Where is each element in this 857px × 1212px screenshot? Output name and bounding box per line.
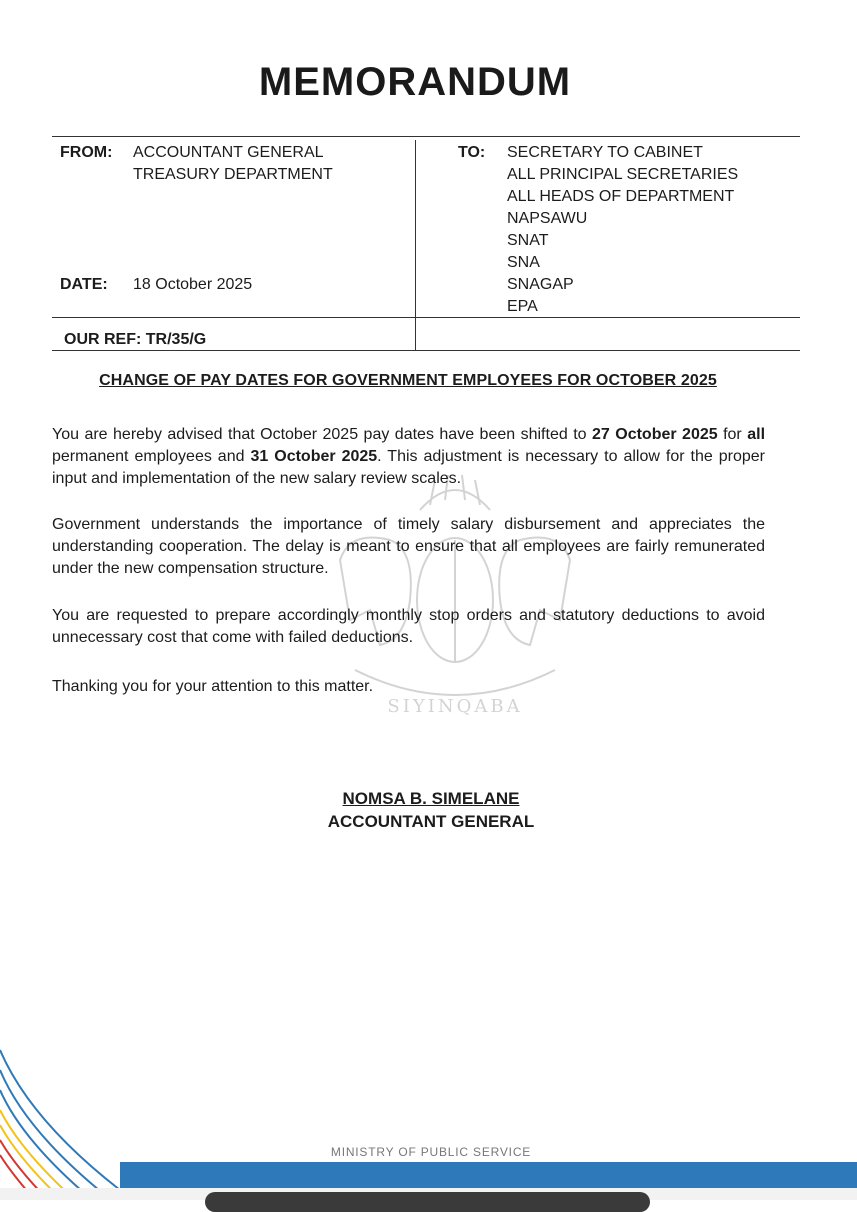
footer-band: [120, 1162, 857, 1188]
crest-motto: SIYINQABA: [387, 696, 523, 717]
p1-text-c: for: [717, 426, 748, 443]
to-recipient: ALL HEADS OF DEPARTMENT: [507, 188, 735, 205]
footer-ministry: MINISTRY OF PUBLIC SERVICE: [330, 1145, 532, 1159]
to-recipient: EPA: [507, 298, 538, 315]
subject-heading: CHANGE OF PAY DATES FOR GOVERNMENT EMPLOYEES FOR OCTOBER 2025: [99, 372, 717, 389]
ref-value: TR/35/G: [145, 331, 207, 348]
header-top-rule: [52, 136, 800, 137]
paragraph-deductions: You are requested to prepare accordingly monthly stop orders and statutory deductions to avoid unnecessary cost that come with failed deductions.: [52, 607, 765, 646]
date-label: DATE:: [60, 276, 108, 293]
header-divider: [415, 140, 416, 350]
p1-text-e: permanent employees and: [52, 448, 251, 465]
p1-text-g: . This adjustment is necessary to allow for the proper input and implementation of the new salary review scales.: [52, 448, 766, 487]
to-label: TO:: [458, 144, 486, 161]
paragraph-thanks: Thanking you for your attention to this matter.: [52, 678, 374, 695]
signatory-title: ACCOUNTANT GENERAL: [327, 812, 535, 831]
ref-label: OUR REF:: [64, 331, 142, 348]
paragraph-pay-dates: [52, 424, 765, 490]
to-recipient: NAPSAWU: [507, 210, 588, 227]
to-recipient: SNA: [507, 254, 540, 271]
to-recipient-list: [507, 142, 738, 318]
from-line-1: ACCOUNTANT GENERAL: [133, 144, 324, 161]
to-recipient: SNAGAP: [507, 276, 574, 293]
date-other: 31 October 2025: [250, 448, 378, 465]
home-indicator: [205, 1192, 650, 1212]
reference: [64, 329, 206, 351]
memo-title: MEMORANDUM: [258, 60, 572, 104]
signatory-name: NOMSA B. SIMELANE: [342, 789, 520, 808]
emphasis-all: all: [747, 426, 766, 443]
date-permanent: 27 October 2025: [592, 426, 718, 443]
p1-text-a: You are hereby advised that October 2025 pay dates have been shifted to: [52, 426, 592, 443]
from-label: FROM:: [60, 144, 113, 161]
paragraph-government: Government understands the importance of timely salary disbursement and appreciates the understanding cooperation. The delay is meant to ensure that all employees are fairly remunerated under the new compensation structure.: [52, 516, 765, 577]
from-line-2: TREASURY DEPARTMENT: [133, 166, 333, 183]
to-recipient: SECRETARY TO CABINET: [507, 144, 703, 161]
date-value: 18 October 2025: [133, 276, 253, 293]
to-recipient: SNAT: [507, 232, 549, 249]
decorative-swoosh: [0, 1040, 130, 1200]
to-recipient: ALL PRINCIPAL SECRETARIES: [507, 166, 739, 183]
